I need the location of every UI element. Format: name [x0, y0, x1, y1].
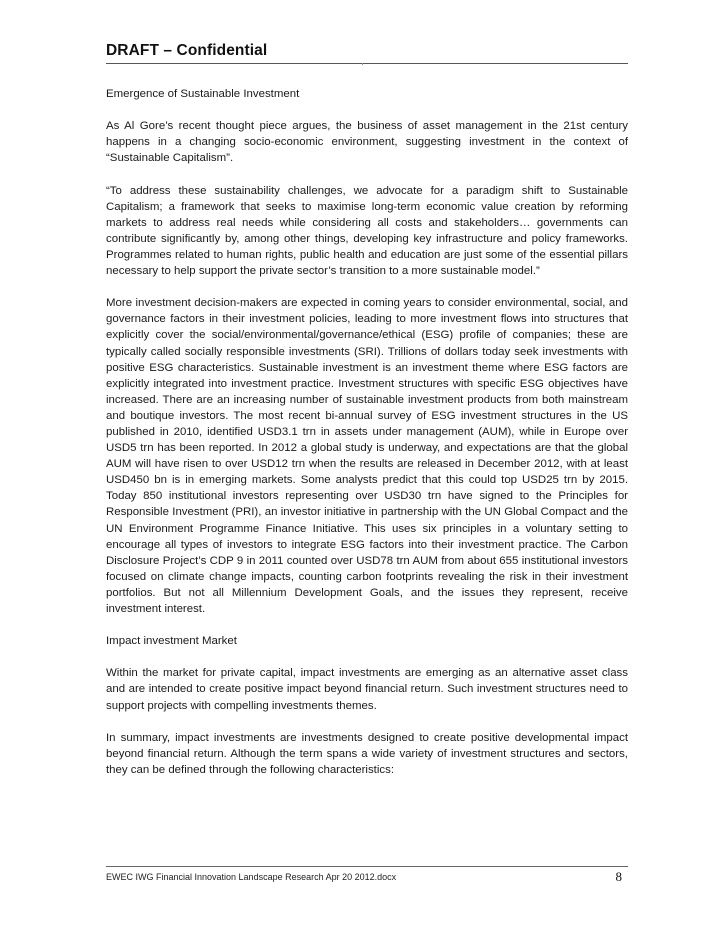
header-title: DRAFT – Confidential [106, 42, 268, 59]
section-heading-sustainable-investment: Emergence of Sustainable Investment [106, 88, 300, 100]
document-page [106, 0, 628, 942]
paragraph-al-gore-intro: As Al Gore’s recent thought piece argues, the business of asset management in the 21st century happens in a changing socio-economic environment, suggesting investment in the context of “Sustainable Capitalism”. [106, 120, 628, 165]
header-divider [106, 63, 628, 64]
paragraph-quote: “To address these sustainability challenges, we advocate for a paradigm shift to Sustainable Capitalism; a framework that seeks to maximise long-term economic value creation by reforming markets to address real needs while considering all costs and stakeholders… governments can contribute significantly by, among other things, developing key infrastructure and policy frameworks. Programmes related to human rights, public health and education are just some of the essential pillars necessary to help support the private sector’s transition to a more sustainable model.” [106, 184, 628, 278]
paragraph-summary: In summary, impact investments are investments designed to create positive developmental impact beyond financial return. Although the term spans a wide variety of investment structures and sectors, they can be defined through the following characteristics: [106, 731, 628, 776]
page-header [106, 41, 628, 61]
section-heading-impact-investment: Impact investment Market [106, 635, 237, 648]
document-body [106, 86, 628, 794]
page-footer [106, 866, 628, 884]
footer-document-name: EWEC IWG Financial Innovation Landscape Research Apr 20 2012.docx [106, 872, 397, 882]
footer-divider [106, 866, 628, 867]
paragraph-private-capital: Within the market for private capital, impact investments are emerging as an alternative asset class and are intended to create positive impact beyond financial return. Such investment structures need to support projects with compelling investments themes. [106, 667, 628, 712]
paragraph-esg-investment: More investment decision-makers are expected in coming years to consider environmental, social, and governance factors in their investment policies, leading to more investment flows into structures that explicitly cover the social/environmental/governance/ethical (ESG) profile of companies; these are typically called socially responsible investments (SRI). Trillions of dollars today seek investments with positive ESG characteristics. Sustainable investment is an investment theme where ESG factors are explicitly integrated into investment practice. Investment structures with specific ESG objectives have increased. There are an increasing number of sustainable investment products from both mainstream and boutique investors. The most recent bi-annual survey of ESG investment structures in the US published in 2010, identified USD3.1 trn in assets under management (AUM), while in Europe over USD5 trn has been reported. In 2012 a global study is underway, and expectations are that the global AUM will have risen to over USD12 trn when the results are released in December 2012, with at least USD450 bn is in emerging markets. Some analysts predict that this could top USD25 trn by 2015. Today 850 institutional investors representing over USD30 trn have signed to the Principles for Responsible Investment (PRI), an investor initiative in partnership with the UN Global Compact and the UN Environment Programme Finance Initiative. This uses six principles in a voluntary setting to encourage all types of investors to integrate ESG factors into their investment practice. The Carbon Disclosure Project’s CDP 9 in 2011 counted over USD78 trn AUM from about 655 institutional investors focused on climate change impacts, counting carbon footprints revealing the risk in their investment portfolios. But not all Millennium Development Goals, and the issues they represent, receive investment interest. [106, 297, 628, 615]
header-marker [362, 63, 363, 65]
page-number: 8 [615, 869, 622, 884]
